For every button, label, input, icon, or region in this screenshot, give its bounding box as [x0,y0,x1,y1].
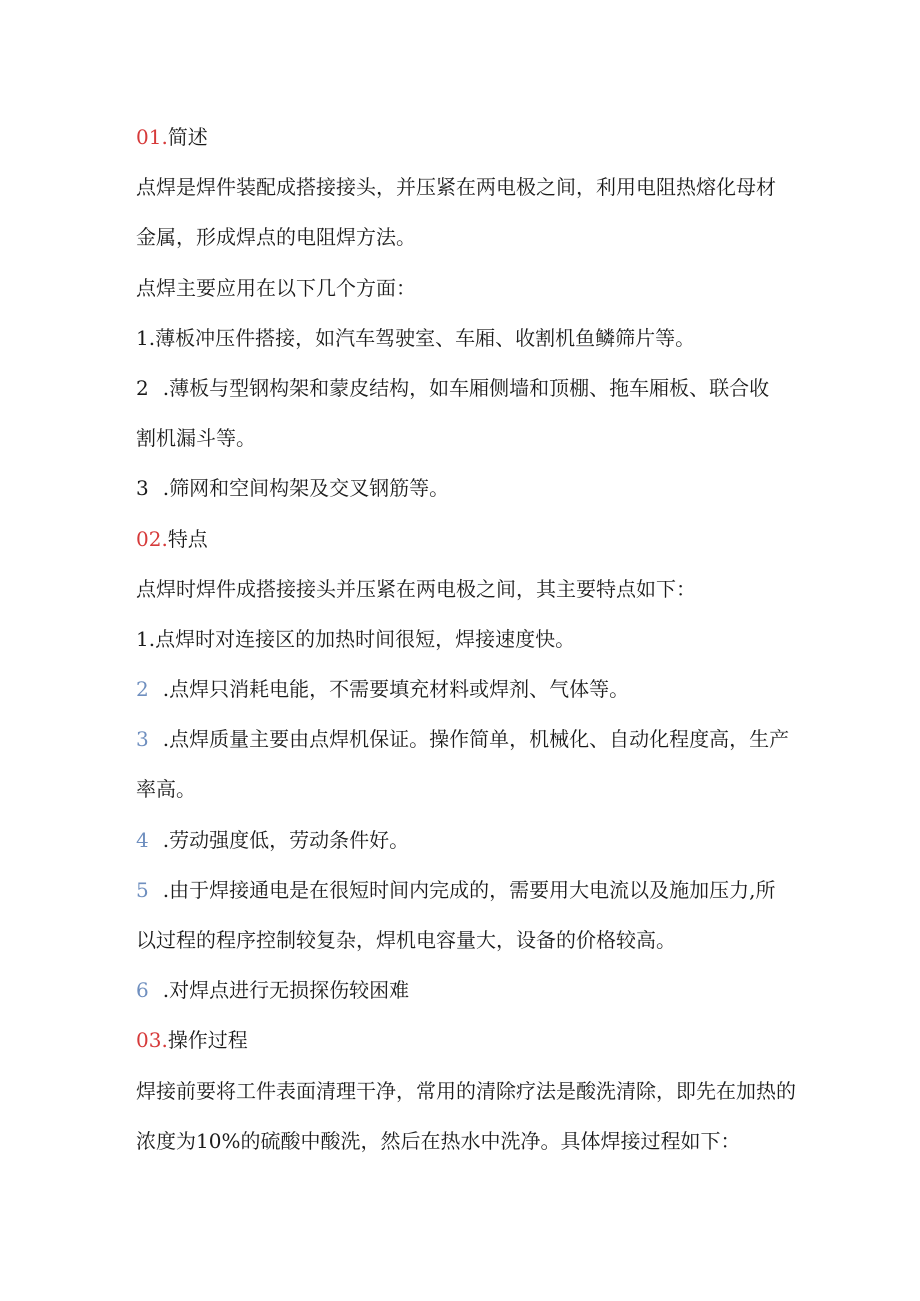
list-text: .薄板与型钢构架和蒙皮结构，如车厢侧墙和顶棚、拖车厢板、联合收 [162,375,770,400]
list-text: .点焊只消耗电能，不需要填充材料或焊剂、气体等。 [162,677,630,702]
list-text: .劳动强度低，劳动条件好。 [162,827,410,852]
list-item [136,313,796,363]
section-heading-2 [136,514,796,564]
paragraph-line: 浓度为10%的硫酸中酸洗，然后在热水中洗净。具体焊接过程如下： [136,1128,741,1153]
list-number: 6 [136,978,149,1003]
list-text: .对焊点进行无损探伤较困难 [162,978,410,1003]
list-number: 1. [136,626,156,651]
paragraph-line: 点焊是焊件装配成搭接接头，并压紧在两电极之间，利用电阻热熔化母材 [136,175,776,200]
list-text: .点焊质量主要由点焊机保证。操作简单，机械化、自动化程度高，生产 [162,727,790,752]
section-title: 简述 [167,125,208,149]
document-page [136,112,796,1166]
list-text: 点焊时对连接区的加热时间很短，焊接速度快。 [155,626,576,651]
list-text: .由于焊接通电是在很短时间内完成的，需要用大电流以及施加压力,所 [162,877,776,902]
list-item [136,664,796,714]
list-number: 3 [136,476,149,501]
paragraph-line: 点焊时焊件成搭接接头并压紧在两电极之间，其主要特点如下： [136,576,696,601]
section-title: 特点 [167,526,208,551]
list-number: 2 [136,677,149,702]
list-item [136,363,796,413]
section-number: 01. [136,125,168,149]
list-number: 4 [136,827,149,852]
section-heading-1 [136,112,796,162]
paragraph-line: 金属，形成焊点的电阻焊方法。 [136,225,416,250]
paragraph-line: 焊接前要将工件表面清理干净，常用的清除疗法是酸洗清除，即先在加热的 [136,1078,796,1103]
list-item-continuation: 率高。 [136,777,196,802]
list-item [136,865,796,915]
list-number: 3 [136,727,149,752]
list-number: 5 [136,877,149,902]
list-item [136,614,796,664]
section-number: 02. [136,526,168,551]
list-item-continuation: 以过程的程序控制较复杂，焊机电容量大，设备的价格较高。 [136,928,676,952]
section-title: 操作过程 [167,1028,248,1053]
list-item [136,463,796,513]
paragraph-line: 点焊主要应用在以下几个方面： [136,275,416,300]
list-item [136,815,796,865]
list-item-continuation: 割机漏斗等。 [136,426,256,451]
list-item [136,965,796,1015]
list-text: 薄板冲压件搭接，如汽车驾驶室、车厢、收割机鱼鳞筛片等。 [155,325,696,350]
list-number: 1. [136,325,156,350]
list-number: 2 [136,375,149,400]
list-text: .筛网和空间构架及交叉钢筋等。 [162,476,450,501]
section-heading-3 [136,1015,796,1065]
section-number: 03. [136,1028,168,1053]
list-item [136,714,796,764]
